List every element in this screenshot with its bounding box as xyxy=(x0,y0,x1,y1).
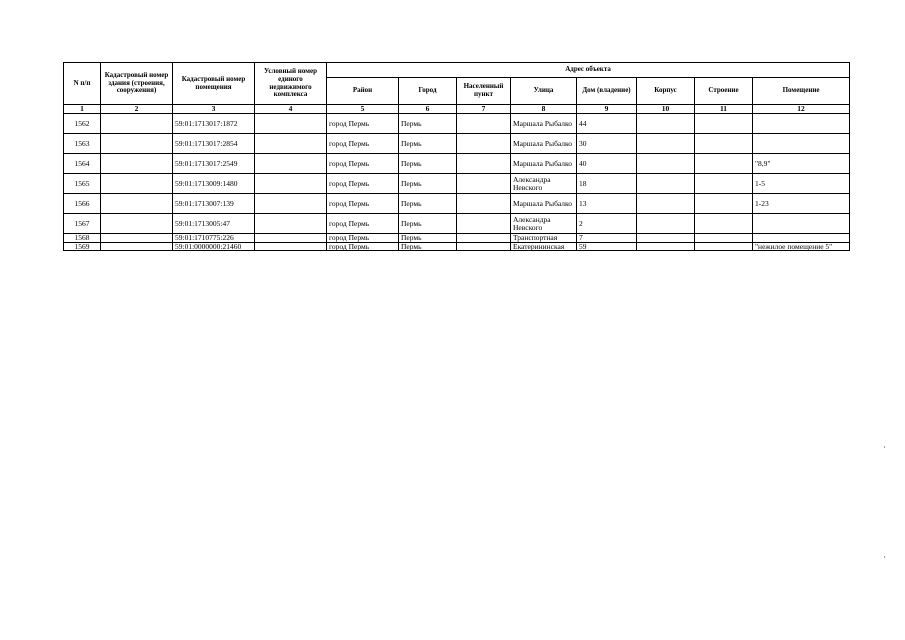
cell-no: 1568 xyxy=(64,234,101,243)
header-room-cadastral: Кадастровый номер помещения xyxy=(173,63,255,105)
cell-street: Маршала Рыбалко xyxy=(511,114,577,134)
cell-city: Пермь xyxy=(399,194,457,214)
cell-room: 1-23 xyxy=(753,194,850,214)
cell-room xyxy=(753,214,850,234)
column-number: 10 xyxy=(637,105,695,114)
cell-building xyxy=(101,114,173,134)
cell-room: 1-5 xyxy=(753,174,850,194)
header-complex-number: Условный номер единого недвижимого комплекса xyxy=(255,63,327,105)
cell-street: Маршала Рыбалко xyxy=(511,154,577,174)
cell-room-cadastral: 59:01:1713005:47 xyxy=(173,214,255,234)
column-number: 7 xyxy=(457,105,511,114)
cell-city: Пермь xyxy=(399,242,457,251)
cell-room: "нежилое помещение 5" xyxy=(753,242,850,251)
column-number-row xyxy=(64,105,850,114)
cell-district: город Пермь xyxy=(327,114,399,134)
cell-city: Пермь xyxy=(399,174,457,194)
table-row xyxy=(64,242,850,251)
cell-room-cadastral: 59:01:0000000:21460 xyxy=(173,242,255,251)
cell-room xyxy=(753,234,850,243)
column-number: 9 xyxy=(577,105,637,114)
cell-room-cadastral: 59:01:1713017:2549 xyxy=(173,154,255,174)
cell-complex xyxy=(255,214,327,234)
header-no: N п/п xyxy=(64,63,101,105)
cell-street: Маршала Рыбалко xyxy=(511,134,577,154)
cell-city: Пермь xyxy=(399,114,457,134)
header-house: Дом (владение) xyxy=(577,78,637,105)
cell-no: 1564 xyxy=(64,154,101,174)
cell-street: Александра Невского xyxy=(511,214,577,234)
cell-korpus xyxy=(637,154,695,174)
column-number: 8 xyxy=(511,105,577,114)
cell-street: Екатерининская xyxy=(511,242,577,251)
cell-building xyxy=(101,174,173,194)
table-row xyxy=(64,214,850,234)
cell-settlement xyxy=(457,234,511,243)
column-number: 3 xyxy=(173,105,255,114)
cell-district: город Пермь xyxy=(327,194,399,214)
cell-no: 1567 xyxy=(64,214,101,234)
cell-korpus xyxy=(637,242,695,251)
cell-house: 13 xyxy=(577,194,637,214)
cell-korpus xyxy=(637,114,695,134)
cell-building xyxy=(101,214,173,234)
cell-complex xyxy=(255,174,327,194)
cell-house: 59 xyxy=(577,242,637,251)
cell-district: город Пермь xyxy=(327,234,399,243)
cell-city: Пермь xyxy=(399,154,457,174)
cell-district: город Пермь xyxy=(327,174,399,194)
cell-street: Маршала Рыбалко xyxy=(511,194,577,214)
cell-city: Пермь xyxy=(399,214,457,234)
cell-city: Пермь xyxy=(399,134,457,154)
table-row xyxy=(64,234,850,243)
cell-room xyxy=(753,134,850,154)
column-number: 2 xyxy=(101,105,173,114)
cell-district: город Пермь xyxy=(327,214,399,234)
cell-street: Транспортная xyxy=(511,234,577,243)
cell-district: город Пермь xyxy=(327,154,399,174)
cell-complex xyxy=(255,194,327,214)
cell-stroenie xyxy=(695,214,753,234)
cell-house: 40 xyxy=(577,154,637,174)
cell-room-cadastral: 59:01:1713009:1480 xyxy=(173,174,255,194)
header-address-group: Адрес объекта xyxy=(327,63,850,78)
header-room: Помещение xyxy=(753,78,850,105)
cell-settlement xyxy=(457,174,511,194)
cell-room-cadastral: 59:01:1713007:139 xyxy=(173,194,255,214)
scan-artifact xyxy=(884,556,885,558)
cell-no: 1566 xyxy=(64,194,101,214)
cell-no: 1565 xyxy=(64,174,101,194)
cell-korpus xyxy=(637,214,695,234)
scan-artifact xyxy=(884,446,885,448)
cell-complex xyxy=(255,242,327,251)
header-settlement: Населенный пункт xyxy=(457,78,511,105)
cell-complex xyxy=(255,114,327,134)
cell-room-cadastral: 59:01:1710775:226 xyxy=(173,234,255,243)
cell-house: 44 xyxy=(577,114,637,134)
cell-korpus xyxy=(637,234,695,243)
header-stroenie: Строение xyxy=(695,78,753,105)
cell-city: Пермь xyxy=(399,234,457,243)
cell-stroenie xyxy=(695,234,753,243)
cell-stroenie xyxy=(695,174,753,194)
cell-korpus xyxy=(637,174,695,194)
column-number: 5 xyxy=(327,105,399,114)
cell-korpus xyxy=(637,134,695,154)
header-building-cadastral: Кадастровый номер здания (строения, сооружения) xyxy=(101,63,173,105)
column-number: 4 xyxy=(255,105,327,114)
cell-room-cadastral: 59:01:1713017:2854 xyxy=(173,134,255,154)
cell-district: город Пермь xyxy=(327,134,399,154)
cell-settlement xyxy=(457,114,511,134)
registry-table xyxy=(63,62,850,251)
table-row xyxy=(64,194,850,214)
cell-building xyxy=(101,194,173,214)
cell-stroenie xyxy=(695,134,753,154)
table-row xyxy=(64,174,850,194)
table-row xyxy=(64,114,850,134)
cell-house: 30 xyxy=(577,134,637,154)
cell-street: Александра Невского xyxy=(511,174,577,194)
cell-complex xyxy=(255,234,327,243)
cell-no: 1563 xyxy=(64,134,101,154)
cell-complex xyxy=(255,134,327,154)
cell-settlement xyxy=(457,214,511,234)
header-street: Улица xyxy=(511,78,577,105)
cell-settlement xyxy=(457,134,511,154)
column-number: 6 xyxy=(399,105,457,114)
cell-stroenie xyxy=(695,242,753,251)
header-city: Город xyxy=(399,78,457,105)
cell-district: город Пермь xyxy=(327,242,399,251)
cell-building xyxy=(101,234,173,243)
cell-house: 18 xyxy=(577,174,637,194)
cell-stroenie xyxy=(695,154,753,174)
cell-room-cadastral: 59:01:1713017:1872 xyxy=(173,114,255,134)
cell-room xyxy=(753,114,850,134)
table-row xyxy=(64,154,850,174)
header-korpus: Корпус xyxy=(637,78,695,105)
cell-settlement xyxy=(457,154,511,174)
cell-building xyxy=(101,242,173,251)
cell-settlement xyxy=(457,194,511,214)
table-row xyxy=(64,134,850,154)
cell-complex xyxy=(255,154,327,174)
header-district: Район xyxy=(327,78,399,105)
column-number: 12 xyxy=(753,105,850,114)
column-number: 1 xyxy=(64,105,101,114)
cell-settlement xyxy=(457,242,511,251)
cell-no: 1569 xyxy=(64,242,101,251)
column-number: 11 xyxy=(695,105,753,114)
cell-no: 1562 xyxy=(64,114,101,134)
cell-stroenie xyxy=(695,114,753,134)
cell-building xyxy=(101,154,173,174)
cell-korpus xyxy=(637,194,695,214)
cell-building xyxy=(101,134,173,154)
cell-stroenie xyxy=(695,194,753,214)
cell-house: 2 xyxy=(577,214,637,234)
cell-room: "8,9" xyxy=(753,154,850,174)
cell-house: 7 xyxy=(577,234,637,243)
